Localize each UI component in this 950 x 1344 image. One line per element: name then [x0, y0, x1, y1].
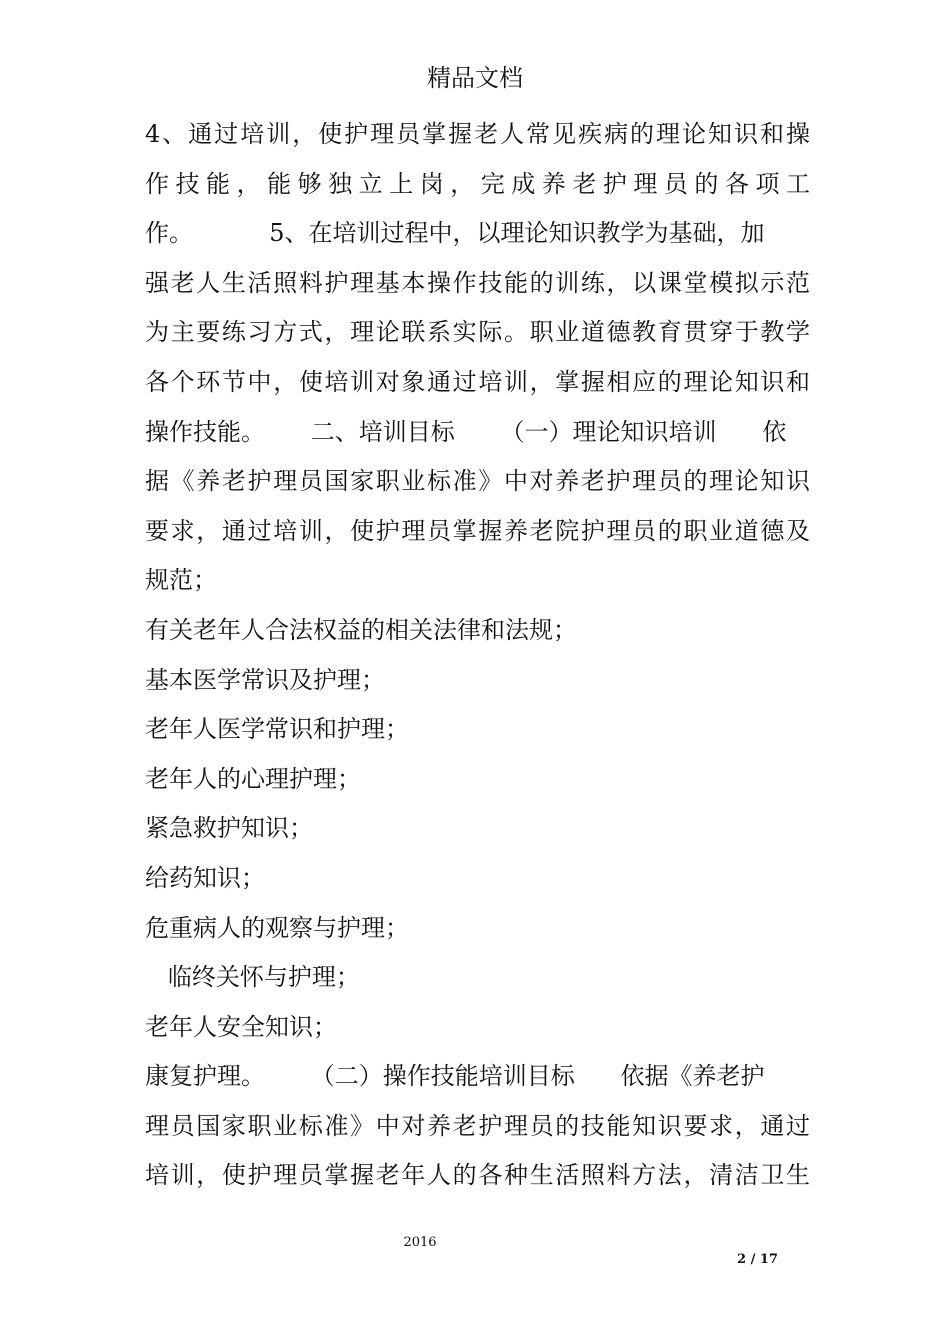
text-line: 基本医学常识及护理；	[145, 665, 385, 694]
text-line: 老年人的心理护理；	[145, 764, 361, 793]
text-line: 作。 5、在培训过程中，以理论知识教学为基础，加	[145, 219, 765, 248]
text-line: 4、通过培训，使护理员掌握老人常见疾病的理论知识和操	[145, 120, 810, 148]
text-line: 老年人医学常识和护理；	[145, 715, 409, 744]
page-number: 2 / 17	[737, 1252, 778, 1267]
text-line: 各个环节中，使培训对象通过培训，掌握相应的理论知识和	[145, 367, 810, 396]
text-line: 有关老年人合法权益的相关法律和法规；	[145, 615, 577, 644]
text-line: 老年人安全知识；	[145, 1012, 337, 1041]
text-line: 培训，使护理员掌握老年人的各种生活照料方法，清洁卫生	[145, 1161, 810, 1190]
text-line: 康复护理。 （二）操作技能培训目标 依据《养老护	[145, 1062, 765, 1091]
body-text	[145, 110, 810, 1201]
text-line: 紧急救护知识；	[145, 814, 313, 843]
text-line: 危重病人的观察与护理；	[145, 913, 409, 942]
footer-year: 2016	[403, 1235, 437, 1250]
text-line: 为主要练习方式，理论联系实际。职业道德教育贯穿于教学	[145, 318, 810, 347]
text-line: 给药知识；	[145, 863, 265, 892]
page-header-title: 精品文档	[427, 64, 523, 92]
text-line: 要求，通过培训，使护理员掌握养老院护理员的职业道德及	[145, 516, 810, 545]
text-line: 规范；	[145, 566, 217, 595]
text-line: 作技能，能够独立上岗，完成养老护理员的各项工	[145, 169, 810, 198]
text-line: 理员国家职业标准》中对养老护理员的技能知识要求，通过	[145, 1111, 810, 1140]
text-line: 强老人生活照料护理基本操作技能的训练，以课堂模拟示范	[145, 268, 810, 297]
text-line: 据《养老护理员国家职业标准》中对养老护理员的理论知识	[145, 467, 810, 496]
text-line: 临终关怀与护理；	[145, 963, 360, 992]
text-line: 操作技能。 二、培训目标 （一）理论知识培训 依	[145, 417, 787, 446]
